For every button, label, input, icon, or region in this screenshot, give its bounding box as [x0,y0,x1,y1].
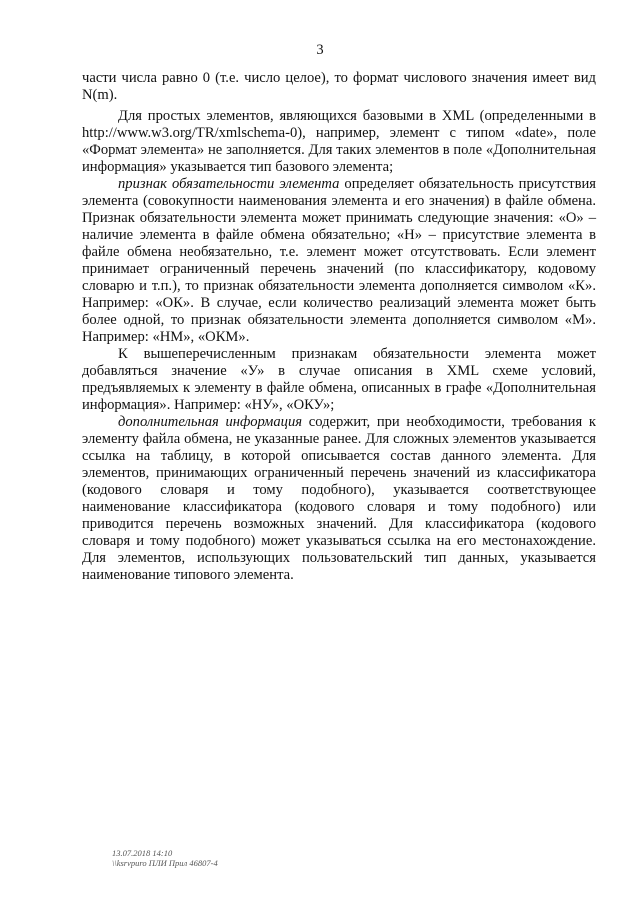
page-number: 3 [316,42,324,58]
term-mandatory-flag: признак обязательности элемента [118,176,340,192]
paragraph-additional-info-text: содержит, при необходимости, требования к элементу файла обмена, не указанные ранее. Для сложных элементов указывается ссылка на таблицу, в которой описывается состав данного элемента. Для элементов, принимающих ограниченный перечень значений из классификатора (кодового словаря и тому подобного), указывается соответствующее наименование классификатора (кодового словаря и тому подобного) или приводится перечень возможных значений. Для классификатора (кодового словаря и тому подобного) может указываться ссылка на его местонахождение. Для элементов, использующих пользовательский тип данных, указывается наименование типового элемента. [82,414,596,583]
paragraph-conditional-flag: К вышеперечисленным признакам обязательности элемента может добавляться значение «У» в случае описания в XML схеме условий, предъявляемых к элементу в файле обмена, описанных в графе «Дополнительная информация». Например: «НУ», «ОКУ»; [82,346,596,413]
paragraph-simple-elements: Для простых элементов, являющихся базовыми в XML (определенными в http://www.w3.org/TR/xmlschema-0), например, элемент с типом «date», поле «Формат элемента» не заполняется. Для таких элементов в поле «Дополнительная информация» указывается тип базового элемента; [82,108,596,175]
footer-file-path: \\ksrvpuro ПЛИ Прил 46807-4 [112,858,218,868]
term-additional-info: дополнительная информация [118,414,303,430]
document-body [82,70,596,584]
document-footer [112,848,218,868]
paragraph-mandatory-flag [82,176,596,346]
paragraph-mandatory-flag-text: определяет обязательность присутствия элемента (совокупности наименования элемента и его значения) в файле обмена. Признак обязательности элемента может принимать следующие значения: «О» – наличие элемента в файле обмена обязательно; «Н» – присутствие элемента в файле обмена необязательно, т.е. элемент может отсутствовать. Если элемент принимает ограниченный перечень значений (по классификатору, кодовому словарю и т.п.), то признак обязательности элемента дополняется символом «К». Например: «ОК». В случае, если количество реализаций элемента может быть более одной, то признак обязательности элемента дополняется символом «М». Например: «НМ», «ОКМ». [82,176,596,345]
paragraph-additional-info [82,414,596,584]
paragraph-continuation: части числа равно 0 (т.е. число целое), то формат числового значения имеет вид N(m). [82,70,596,103]
footer-timestamp: 13.07.2018 14:10 [112,848,173,858]
